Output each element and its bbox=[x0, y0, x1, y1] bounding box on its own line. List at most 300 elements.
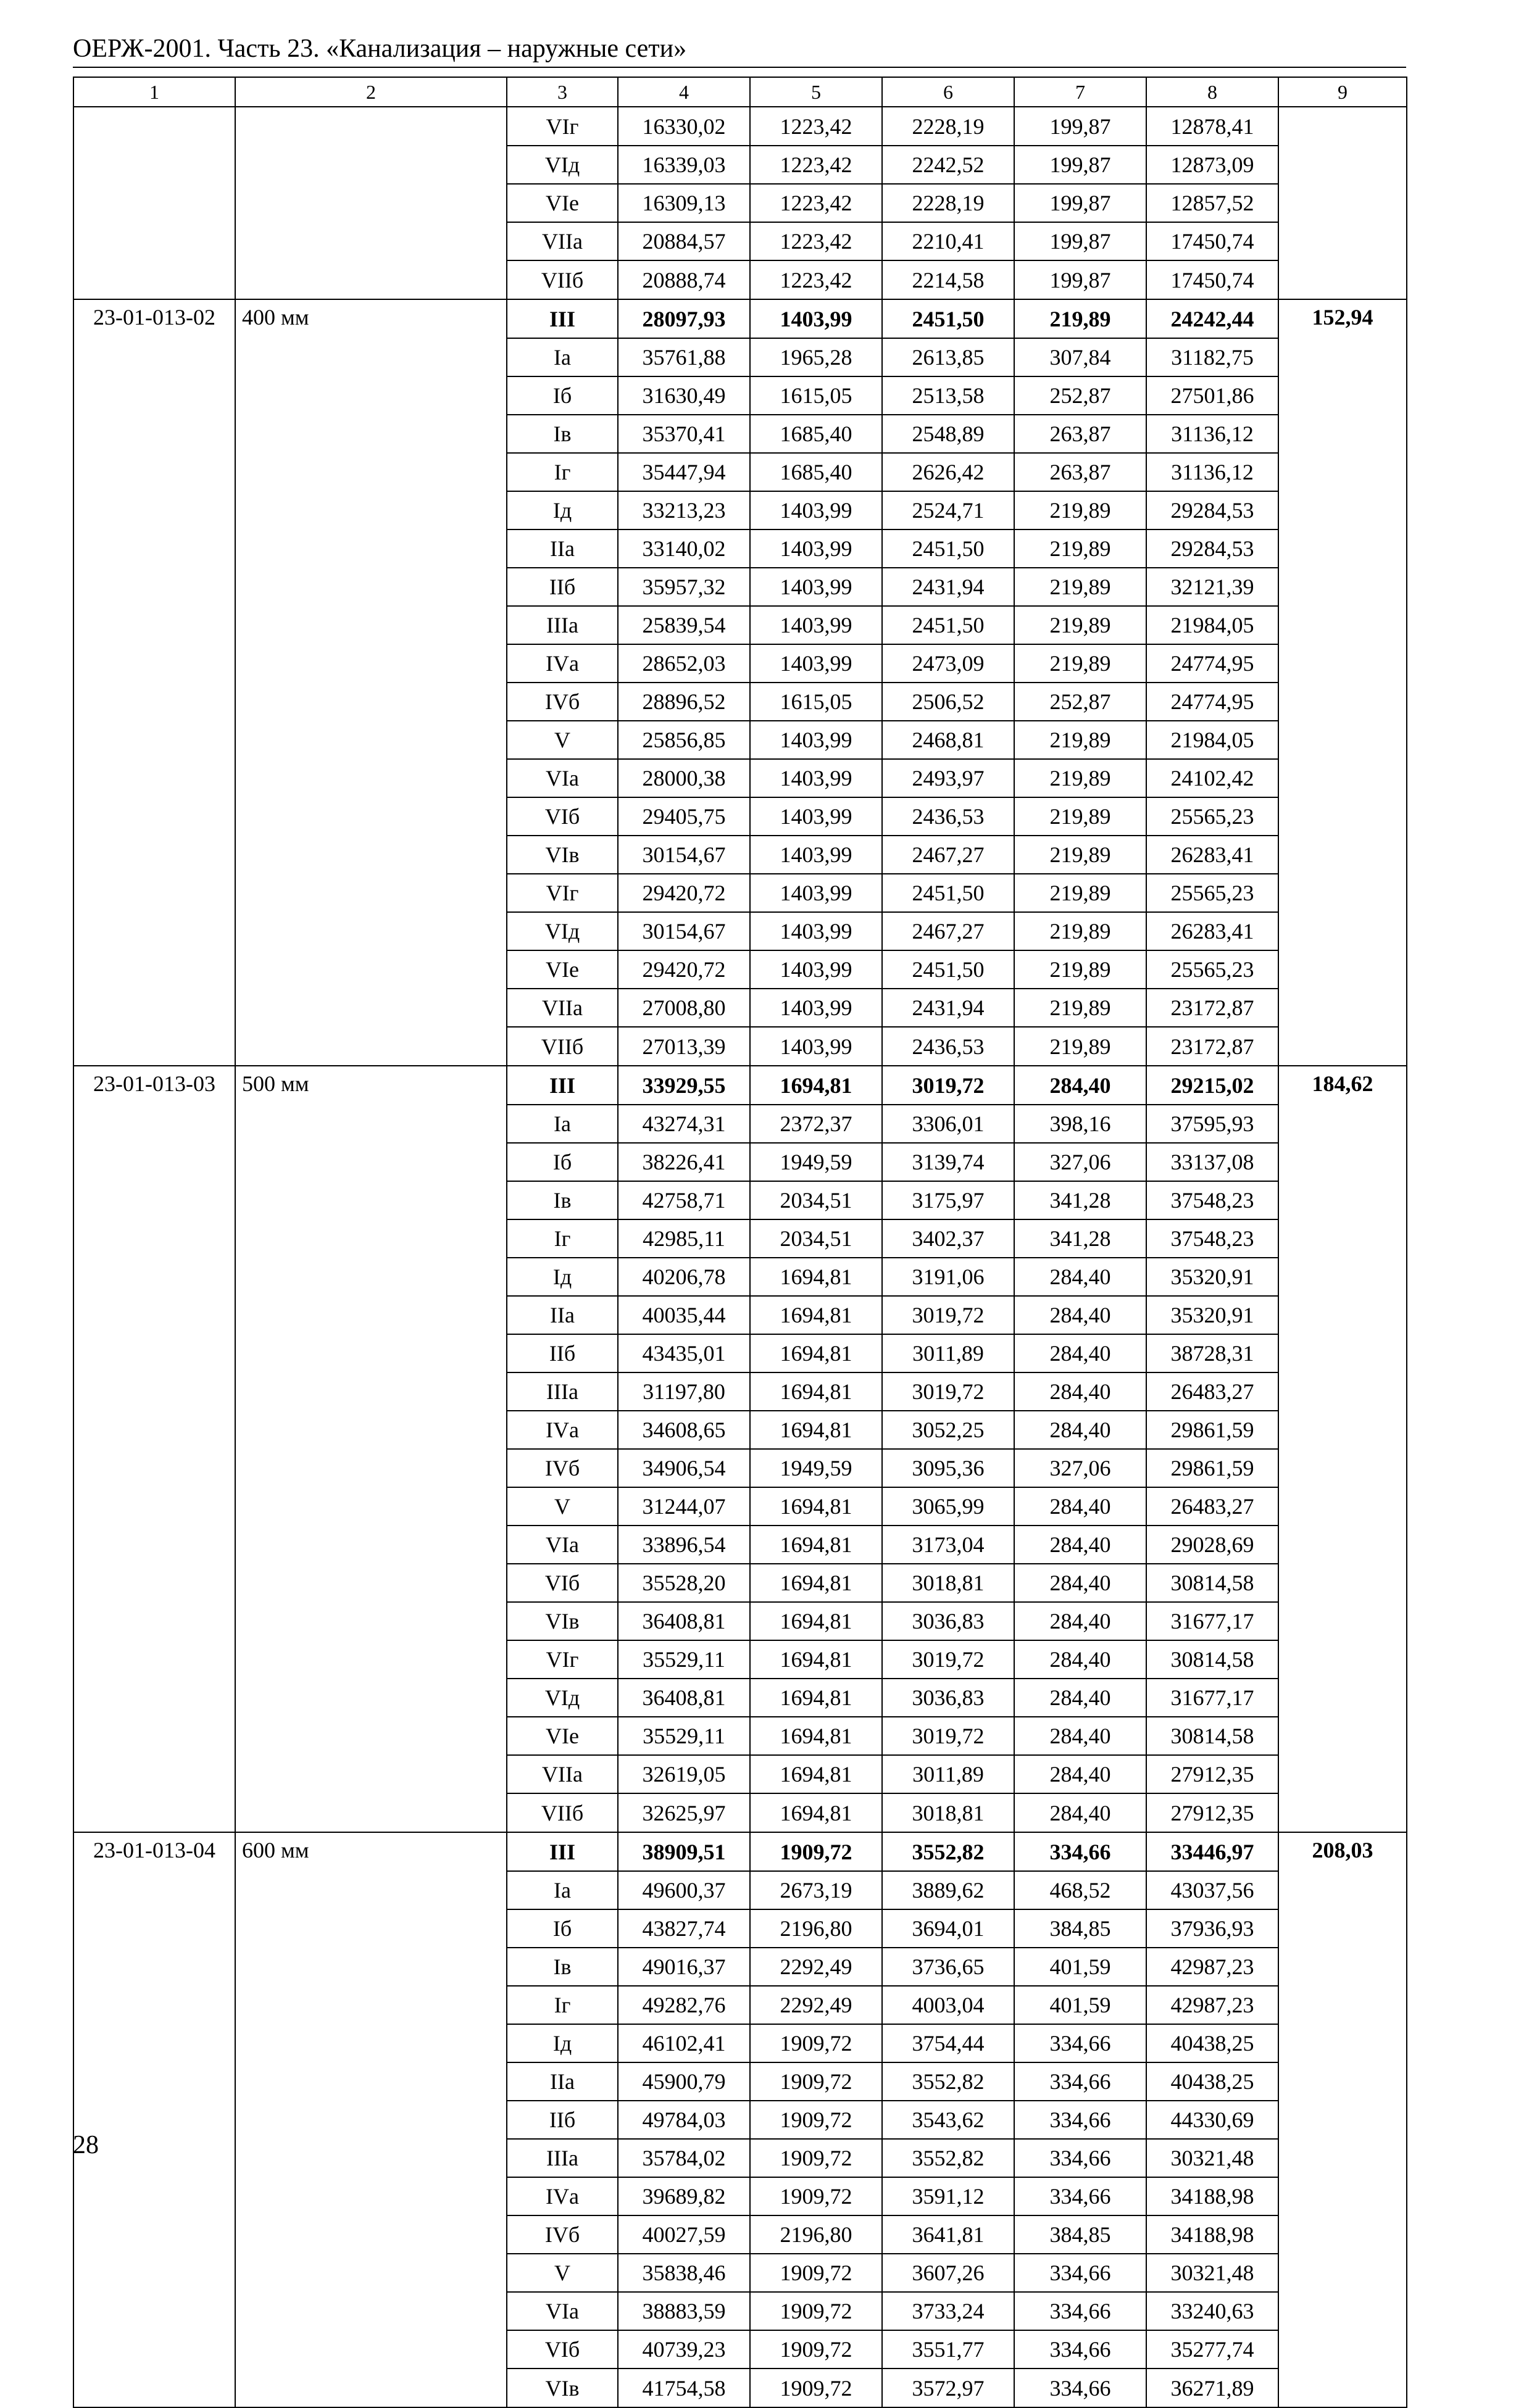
value-cell: 29861,59 bbox=[1146, 1411, 1278, 1449]
zone-cell: VIе bbox=[507, 184, 618, 222]
value-cell: 199,87 bbox=[1014, 184, 1146, 222]
value-cell: 2436,53 bbox=[882, 1027, 1014, 1066]
item-name bbox=[235, 2139, 507, 2177]
item-name bbox=[235, 1219, 507, 1258]
value-cell: 24774,95 bbox=[1146, 644, 1278, 683]
value-cell: 401,59 bbox=[1014, 1948, 1146, 1986]
value-cell: 199,87 bbox=[1014, 222, 1146, 260]
value-cell: 34188,98 bbox=[1146, 2215, 1278, 2254]
value-cell: 25856,85 bbox=[618, 721, 750, 759]
value-cell: 38226,41 bbox=[618, 1143, 750, 1181]
value-cell: 35370,41 bbox=[618, 415, 750, 453]
table-row bbox=[73, 1526, 1407, 1564]
value-cell: 40438,25 bbox=[1146, 2024, 1278, 2062]
item-name bbox=[235, 2369, 507, 2407]
value-cell: 1909,72 bbox=[750, 2254, 882, 2292]
item-code bbox=[73, 107, 235, 146]
value-cell: 334,66 bbox=[1014, 2177, 1146, 2215]
value-cell: 1694,81 bbox=[750, 1526, 882, 1564]
value-cell: 3052,25 bbox=[882, 1411, 1014, 1449]
item-name bbox=[235, 2215, 507, 2254]
value-cell: 2613,85 bbox=[882, 338, 1014, 376]
value-cell: 1694,81 bbox=[750, 1487, 882, 1526]
value-cell: 3019,72 bbox=[882, 1372, 1014, 1411]
value-cell: 1403,99 bbox=[750, 644, 882, 683]
value-cell: 219,89 bbox=[1014, 491, 1146, 529]
value-cell: 33213,23 bbox=[618, 491, 750, 529]
value-cell: 3019,72 bbox=[882, 1296, 1014, 1334]
item-capacity bbox=[1278, 759, 1407, 797]
value-cell: 3018,81 bbox=[882, 1564, 1014, 1602]
value-cell: 25565,23 bbox=[1146, 797, 1278, 836]
value-cell: 27912,35 bbox=[1146, 1793, 1278, 1832]
value-cell: 2196,80 bbox=[750, 2215, 882, 2254]
item-name bbox=[235, 797, 507, 836]
table-row bbox=[73, 222, 1407, 260]
value-cell: 12857,52 bbox=[1146, 184, 1278, 222]
value-cell: 33896,54 bbox=[618, 1526, 750, 1564]
value-cell: 263,87 bbox=[1014, 453, 1146, 491]
value-cell: 36271,89 bbox=[1146, 2369, 1278, 2407]
value-cell: 21984,05 bbox=[1146, 606, 1278, 644]
value-cell: 25565,23 bbox=[1146, 874, 1278, 912]
zone-cell: IIб bbox=[507, 1334, 618, 1372]
zone-cell: IVа bbox=[507, 2177, 618, 2215]
item-code bbox=[73, 1411, 235, 1449]
item-capacity bbox=[1278, 1105, 1407, 1143]
value-cell: 1694,81 bbox=[750, 1334, 882, 1372]
value-cell: 27008,80 bbox=[618, 989, 750, 1027]
item-name bbox=[235, 950, 507, 989]
value-cell: 3036,83 bbox=[882, 1679, 1014, 1717]
item-name bbox=[235, 1181, 507, 1219]
value-cell: 33929,55 bbox=[618, 1066, 750, 1105]
item-name bbox=[235, 644, 507, 683]
value-cell: 3402,37 bbox=[882, 1219, 1014, 1258]
item-code bbox=[73, 759, 235, 797]
value-cell: 39689,82 bbox=[618, 2177, 750, 2215]
value-cell: 219,89 bbox=[1014, 912, 1146, 950]
item-name bbox=[235, 874, 507, 912]
value-cell: 219,89 bbox=[1014, 836, 1146, 874]
item-capacity bbox=[1278, 338, 1407, 376]
item-capacity bbox=[1278, 415, 1407, 453]
table-row bbox=[73, 2369, 1407, 2407]
value-cell: 1403,99 bbox=[750, 721, 882, 759]
value-cell: 1694,81 bbox=[750, 1640, 882, 1679]
item-name bbox=[235, 1258, 507, 1296]
table-row bbox=[73, 2292, 1407, 2330]
value-cell: 2513,58 bbox=[882, 376, 1014, 415]
value-cell: 1909,72 bbox=[750, 2062, 882, 2101]
value-cell: 2468,81 bbox=[882, 721, 1014, 759]
item-code bbox=[73, 338, 235, 376]
table-row bbox=[73, 184, 1407, 222]
value-cell: 334,66 bbox=[1014, 2254, 1146, 2292]
item-code bbox=[73, 1679, 235, 1717]
value-cell: 26283,41 bbox=[1146, 912, 1278, 950]
value-cell: 30321,48 bbox=[1146, 2139, 1278, 2177]
item-code bbox=[73, 1143, 235, 1181]
table-row bbox=[73, 721, 1407, 759]
item-code bbox=[73, 2254, 235, 2292]
value-cell: 1694,81 bbox=[750, 1602, 882, 1640]
value-cell: 20888,74 bbox=[618, 260, 750, 299]
item-name bbox=[235, 568, 507, 606]
value-cell: 2467,27 bbox=[882, 912, 1014, 950]
item-capacity bbox=[1278, 1334, 1407, 1372]
value-cell: 30814,58 bbox=[1146, 1564, 1278, 1602]
value-cell: 30814,58 bbox=[1146, 1640, 1278, 1679]
value-cell: 37936,93 bbox=[1146, 1909, 1278, 1948]
value-cell: 27912,35 bbox=[1146, 1755, 1278, 1793]
value-cell: 49600,37 bbox=[618, 1871, 750, 1909]
value-cell: 284,40 bbox=[1014, 1679, 1146, 1717]
value-cell: 28896,52 bbox=[618, 683, 750, 721]
value-cell: 17450,74 bbox=[1146, 260, 1278, 299]
zone-cell: III bbox=[507, 299, 618, 338]
item-capacity bbox=[1278, 644, 1407, 683]
item-capacity bbox=[1278, 1564, 1407, 1602]
value-cell: 35277,74 bbox=[1146, 2330, 1278, 2369]
value-cell: 334,66 bbox=[1014, 2024, 1146, 2062]
value-cell: 1403,99 bbox=[750, 797, 882, 836]
value-cell: 199,87 bbox=[1014, 146, 1146, 184]
item-code bbox=[73, 2177, 235, 2215]
item-capacity bbox=[1278, 1948, 1407, 1986]
value-cell: 28000,38 bbox=[618, 759, 750, 797]
value-cell: 2034,51 bbox=[750, 1181, 882, 1219]
item-capacity bbox=[1278, 222, 1407, 260]
item-name bbox=[235, 1143, 507, 1181]
zone-cell: VIIб bbox=[507, 1027, 618, 1066]
zone-cell: V bbox=[507, 721, 618, 759]
value-cell: 1694,81 bbox=[750, 1372, 882, 1411]
table-row bbox=[73, 1909, 1407, 1948]
item-code bbox=[73, 836, 235, 874]
value-cell: 3065,99 bbox=[882, 1487, 1014, 1526]
table-row bbox=[73, 1602, 1407, 1640]
value-cell: 1685,40 bbox=[750, 453, 882, 491]
table-row bbox=[73, 1449, 1407, 1487]
item-capacity bbox=[1278, 1027, 1407, 1066]
value-cell: 35838,46 bbox=[618, 2254, 750, 2292]
zone-cell: IIб bbox=[507, 568, 618, 606]
value-cell: 29284,53 bbox=[1146, 529, 1278, 568]
item-code bbox=[73, 415, 235, 453]
table-row bbox=[73, 2024, 1407, 2062]
page-header-title: ОЕРЖ-2001. Часть 23. «Канализация – наружные сети» bbox=[73, 35, 687, 63]
value-cell: 24102,42 bbox=[1146, 759, 1278, 797]
item-capacity bbox=[1278, 1717, 1407, 1755]
item-capacity bbox=[1278, 491, 1407, 529]
zone-cell: IVа bbox=[507, 1411, 618, 1449]
value-cell: 37548,23 bbox=[1146, 1181, 1278, 1219]
item-code bbox=[73, 1258, 235, 1296]
item-name bbox=[235, 107, 507, 146]
item-code bbox=[73, 912, 235, 950]
value-cell: 219,89 bbox=[1014, 989, 1146, 1027]
value-cell: 3011,89 bbox=[882, 1334, 1014, 1372]
value-cell: 44330,69 bbox=[1146, 2101, 1278, 2139]
value-cell: 1403,99 bbox=[750, 950, 882, 989]
table-row bbox=[73, 1105, 1407, 1143]
value-cell: 334,66 bbox=[1014, 2369, 1146, 2407]
item-name bbox=[235, 1948, 507, 1986]
value-cell: 384,85 bbox=[1014, 2215, 1146, 2254]
value-cell: 2493,97 bbox=[882, 759, 1014, 797]
value-cell: 199,87 bbox=[1014, 260, 1146, 299]
item-code bbox=[73, 950, 235, 989]
value-cell: 1909,72 bbox=[750, 2024, 882, 2062]
table-row bbox=[73, 2254, 1407, 2292]
item-code: 23-01-013-04 bbox=[73, 1832, 235, 1871]
item-capacity bbox=[1278, 874, 1407, 912]
value-cell: 284,40 bbox=[1014, 1296, 1146, 1334]
value-cell: 284,40 bbox=[1014, 1066, 1146, 1105]
item-code bbox=[73, 1602, 235, 1640]
value-cell: 1403,99 bbox=[750, 491, 882, 529]
value-cell: 24242,44 bbox=[1146, 299, 1278, 338]
table-row bbox=[73, 874, 1407, 912]
item-code bbox=[73, 568, 235, 606]
value-cell: 1403,99 bbox=[750, 912, 882, 950]
value-cell: 2467,27 bbox=[882, 836, 1014, 874]
item-capacity bbox=[1278, 107, 1407, 146]
zone-cell: VIг bbox=[507, 107, 618, 146]
value-cell: 219,89 bbox=[1014, 299, 1146, 338]
zone-cell: VIг bbox=[507, 1640, 618, 1679]
item-capacity bbox=[1278, 2177, 1407, 2215]
value-cell: 45900,79 bbox=[618, 2062, 750, 2101]
item-capacity bbox=[1278, 1296, 1407, 1334]
item-code bbox=[73, 260, 235, 299]
item-name bbox=[235, 1909, 507, 1948]
zone-cell: VIа bbox=[507, 759, 618, 797]
item-code bbox=[73, 529, 235, 568]
value-cell: 334,66 bbox=[1014, 2101, 1146, 2139]
value-cell: 3018,81 bbox=[882, 1793, 1014, 1832]
value-cell: 1223,42 bbox=[750, 107, 882, 146]
item-capacity bbox=[1278, 1526, 1407, 1564]
value-cell: 2451,50 bbox=[882, 874, 1014, 912]
zone-cell: Iг bbox=[507, 1986, 618, 2024]
item-name bbox=[235, 1717, 507, 1755]
item-name: 600 мм bbox=[235, 1832, 507, 1871]
value-cell: 31182,75 bbox=[1146, 338, 1278, 376]
table-row bbox=[73, 1986, 1407, 2024]
item-capacity bbox=[1278, 1487, 1407, 1526]
value-cell: 49282,76 bbox=[618, 1986, 750, 2024]
value-cell: 1909,72 bbox=[750, 2101, 882, 2139]
value-cell: 35761,88 bbox=[618, 338, 750, 376]
value-cell: 2626,42 bbox=[882, 453, 1014, 491]
item-name bbox=[235, 146, 507, 184]
zone-cell: VIе bbox=[507, 1717, 618, 1755]
value-cell: 2451,50 bbox=[882, 299, 1014, 338]
table-row bbox=[73, 1487, 1407, 1526]
table-row bbox=[73, 1755, 1407, 1793]
item-name bbox=[235, 606, 507, 644]
column-header: 1 bbox=[73, 77, 235, 107]
zone-cell: IVб bbox=[507, 1449, 618, 1487]
item-name bbox=[235, 222, 507, 260]
item-name bbox=[235, 1602, 507, 1640]
table-row bbox=[73, 759, 1407, 797]
zone-cell: Iг bbox=[507, 1219, 618, 1258]
value-cell: 219,89 bbox=[1014, 721, 1146, 759]
value-cell: 12873,09 bbox=[1146, 146, 1278, 184]
item-capacity bbox=[1278, 1411, 1407, 1449]
zone-cell: Iв bbox=[507, 1181, 618, 1219]
zone-cell: VIIа bbox=[507, 222, 618, 260]
column-header: 3 bbox=[507, 77, 618, 107]
value-cell: 35447,94 bbox=[618, 453, 750, 491]
item-code bbox=[73, 606, 235, 644]
value-cell: 327,06 bbox=[1014, 1449, 1146, 1487]
column-header: 6 bbox=[882, 77, 1014, 107]
item-capacity bbox=[1278, 2024, 1407, 2062]
value-cell: 284,40 bbox=[1014, 1411, 1146, 1449]
value-cell: 26483,27 bbox=[1146, 1487, 1278, 1526]
value-cell: 26283,41 bbox=[1146, 836, 1278, 874]
value-cell: 3889,62 bbox=[882, 1871, 1014, 1909]
column-header: 9 bbox=[1278, 77, 1407, 107]
value-cell: 1403,99 bbox=[750, 529, 882, 568]
item-capacity bbox=[1278, 2139, 1407, 2177]
zone-cell: IIIа bbox=[507, 2139, 618, 2177]
value-cell: 36408,81 bbox=[618, 1602, 750, 1640]
value-cell: 32121,39 bbox=[1146, 568, 1278, 606]
item-name bbox=[235, 683, 507, 721]
item-name bbox=[235, 1793, 507, 1832]
value-cell: 1223,42 bbox=[750, 184, 882, 222]
value-cell: 284,40 bbox=[1014, 1526, 1146, 1564]
item-name bbox=[235, 721, 507, 759]
page-number: 28 bbox=[73, 2131, 99, 2159]
value-cell: 384,85 bbox=[1014, 1909, 1146, 1948]
item-capacity bbox=[1278, 2254, 1407, 2292]
value-cell: 2228,19 bbox=[882, 184, 1014, 222]
item-code bbox=[73, 874, 235, 912]
value-cell: 3736,65 bbox=[882, 1948, 1014, 1986]
item-capacity bbox=[1278, 529, 1407, 568]
table-row bbox=[73, 683, 1407, 721]
value-cell: 334,66 bbox=[1014, 2330, 1146, 2369]
zone-cell: VIIб bbox=[507, 260, 618, 299]
value-cell: 36408,81 bbox=[618, 1679, 750, 1717]
value-cell: 284,40 bbox=[1014, 1487, 1146, 1526]
value-cell: 219,89 bbox=[1014, 606, 1146, 644]
item-code bbox=[73, 683, 235, 721]
value-cell: 1685,40 bbox=[750, 415, 882, 453]
value-cell: 3551,77 bbox=[882, 2330, 1014, 2369]
value-cell: 3572,97 bbox=[882, 2369, 1014, 2407]
value-cell: 30814,58 bbox=[1146, 1717, 1278, 1755]
zone-cell: VIIа bbox=[507, 989, 618, 1027]
value-cell: 35784,02 bbox=[618, 2139, 750, 2177]
item-capacity bbox=[1278, 184, 1407, 222]
value-cell: 334,66 bbox=[1014, 2062, 1146, 2101]
value-cell: 38909,51 bbox=[618, 1832, 750, 1871]
table-row bbox=[73, 2062, 1407, 2101]
item-name bbox=[235, 1027, 507, 1066]
table-row bbox=[73, 1181, 1407, 1219]
value-cell: 1403,99 bbox=[750, 836, 882, 874]
zone-cell: VIIа bbox=[507, 1755, 618, 1793]
value-cell: 1694,81 bbox=[750, 1793, 882, 1832]
item-name bbox=[235, 1334, 507, 1372]
value-cell: 28652,03 bbox=[618, 644, 750, 683]
value-cell: 2451,50 bbox=[882, 529, 1014, 568]
value-cell: 35320,91 bbox=[1146, 1258, 1278, 1296]
item-name bbox=[235, 1105, 507, 1143]
value-cell: 2451,50 bbox=[882, 606, 1014, 644]
value-cell: 284,40 bbox=[1014, 1717, 1146, 1755]
item-code bbox=[73, 1793, 235, 1832]
value-cell: 21984,05 bbox=[1146, 721, 1278, 759]
value-cell: 25565,23 bbox=[1146, 950, 1278, 989]
item-code bbox=[73, 1027, 235, 1066]
table-row bbox=[73, 1143, 1407, 1181]
item-code bbox=[73, 1105, 235, 1143]
item-code bbox=[73, 1640, 235, 1679]
value-cell: 1949,59 bbox=[750, 1449, 882, 1487]
zone-cell: VIб bbox=[507, 797, 618, 836]
value-cell: 27501,86 bbox=[1146, 376, 1278, 415]
item-capacity bbox=[1278, 2215, 1407, 2254]
item-code bbox=[73, 2369, 235, 2407]
zone-cell: Iд bbox=[507, 1258, 618, 1296]
table-row bbox=[73, 2177, 1407, 2215]
value-cell: 26483,27 bbox=[1146, 1372, 1278, 1411]
value-cell: 29861,59 bbox=[1146, 1449, 1278, 1487]
item-capacity bbox=[1278, 1640, 1407, 1679]
table-row bbox=[73, 1793, 1407, 1832]
zone-cell: IVб bbox=[507, 2215, 618, 2254]
value-cell: 3543,62 bbox=[882, 2101, 1014, 2139]
zone-cell: III bbox=[507, 1832, 618, 1871]
zone-cell: IIб bbox=[507, 2101, 618, 2139]
value-cell: 3139,74 bbox=[882, 1143, 1014, 1181]
value-cell: 1694,81 bbox=[750, 1066, 882, 1105]
value-cell: 219,89 bbox=[1014, 568, 1146, 606]
value-cell: 284,40 bbox=[1014, 1564, 1146, 1602]
value-cell: 2292,49 bbox=[750, 1948, 882, 1986]
value-cell: 42985,11 bbox=[618, 1219, 750, 1258]
item-name bbox=[235, 1679, 507, 1717]
column-header: 7 bbox=[1014, 77, 1146, 107]
value-cell: 284,40 bbox=[1014, 1372, 1146, 1411]
item-name bbox=[235, 2330, 507, 2369]
item-capacity bbox=[1278, 1679, 1407, 1717]
value-cell: 40035,44 bbox=[618, 1296, 750, 1334]
value-cell: 1223,42 bbox=[750, 146, 882, 184]
value-cell: 40027,59 bbox=[618, 2215, 750, 2254]
item-code bbox=[73, 1334, 235, 1372]
item-name bbox=[235, 1526, 507, 1564]
zone-cell: IIа bbox=[507, 1296, 618, 1334]
value-cell: 28097,93 bbox=[618, 299, 750, 338]
item-code bbox=[73, 491, 235, 529]
item-capacity bbox=[1278, 146, 1407, 184]
value-cell: 33137,08 bbox=[1146, 1143, 1278, 1181]
table-row bbox=[73, 950, 1407, 989]
value-cell: 2242,52 bbox=[882, 146, 1014, 184]
item-capacity bbox=[1278, 1219, 1407, 1258]
value-cell: 252,87 bbox=[1014, 376, 1146, 415]
item-capacity bbox=[1278, 2062, 1407, 2101]
